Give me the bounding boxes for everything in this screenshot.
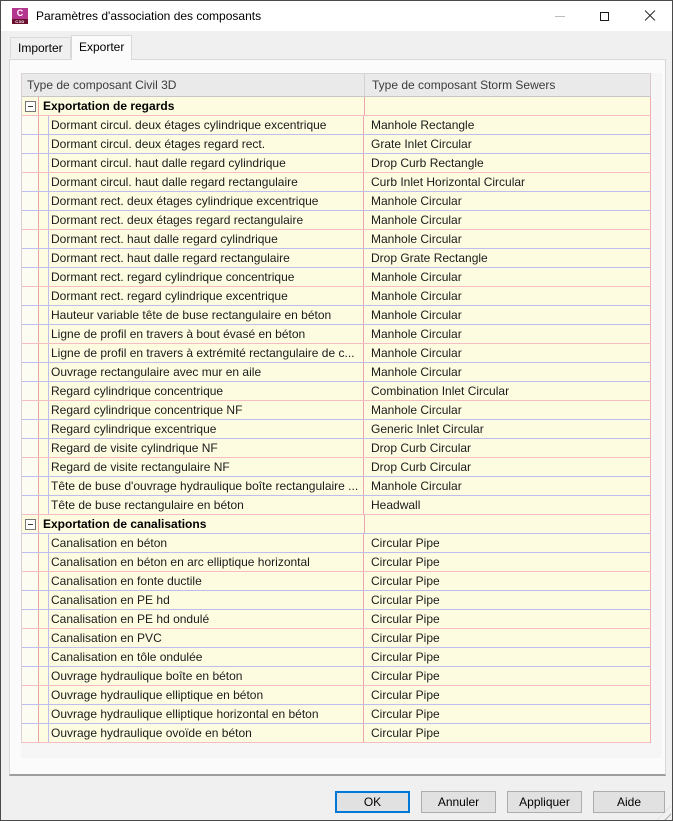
row-indent-guide <box>39 268 49 286</box>
row-margin-cell <box>22 154 39 172</box>
civil3d-component-cell: Dormant rect. regard cylindrique excentrique <box>49 287 364 305</box>
mapping-row[interactable] <box>22 135 651 154</box>
row-margin-cell <box>22 211 39 229</box>
stormsewers-component-cell[interactable]: Manhole Circular <box>371 403 462 417</box>
row-indent-guide <box>39 610 49 628</box>
civil3d-component-cell: Ouvrage hydraulique boîte en béton <box>49 667 364 685</box>
app-icon-letter: C <box>12 8 28 19</box>
stormsewers-component-cell[interactable]: Manhole Circular <box>371 270 462 284</box>
stormsewers-component-cell[interactable]: Manhole Circular <box>371 213 462 227</box>
mapping-row[interactable] <box>22 686 651 705</box>
row-indent-guide <box>39 496 49 514</box>
grid-body <box>22 97 651 743</box>
mapping-row[interactable] <box>22 705 651 724</box>
mapping-row[interactable] <box>22 648 651 667</box>
civil3d-component-cell: Canalisation en béton en arc elliptique horizontal <box>49 553 364 571</box>
mapping-row[interactable] <box>22 572 651 591</box>
stormsewers-component-cell[interactable]: Circular Pipe <box>371 669 440 683</box>
row-indent-guide <box>39 553 49 571</box>
civil3d-component-cell: Dormant rect. regard cylindrique concentrique <box>49 268 364 286</box>
civil3d-component-cell: Dormant circul. haut dalle regard rectangulaire <box>49 173 364 191</box>
row-indent-guide <box>39 667 49 685</box>
civil3d-component-cell: Canalisation en PVC <box>49 629 364 647</box>
row-margin-cell <box>22 477 39 495</box>
row-indent-guide <box>39 572 49 590</box>
row-indent-guide <box>39 458 49 476</box>
civil3d-component-cell: Regard cylindrique concentrique NF <box>49 401 364 419</box>
row-margin-cell <box>22 648 39 666</box>
close-icon <box>644 10 656 22</box>
row-indent-guide <box>39 534 49 552</box>
grid-header-row <box>22 74 651 97</box>
mapping-row[interactable] <box>22 268 651 287</box>
civil3d-component-cell: Regard cylindrique excentrique <box>49 420 364 438</box>
civil3d-component-cell: Ouvrage hydraulique elliptique en béton <box>49 686 364 704</box>
mapping-row[interactable] <box>22 325 651 344</box>
row-margin-cell <box>22 572 39 590</box>
stormsewers-component-cell[interactable]: Manhole Rectangle <box>371 118 475 132</box>
tab-page-exporter <box>9 59 666 776</box>
stormsewers-component-cell[interactable]: Combination Inlet Circular <box>371 384 510 398</box>
mapping-row[interactable] <box>22 439 651 458</box>
row-indent-guide <box>39 401 49 419</box>
row-margin-cell <box>22 439 39 457</box>
mapping-row[interactable] <box>22 211 651 230</box>
mapping-row[interactable] <box>22 344 651 363</box>
group-row-right-cell <box>365 97 650 115</box>
stormsewers-component-cell[interactable]: Manhole Circular <box>371 289 462 303</box>
stormsewers-component-cell[interactable]: Circular Pipe <box>371 650 440 664</box>
mapping-row[interactable] <box>22 287 651 306</box>
mapping-row[interactable] <box>22 553 651 572</box>
row-margin-cell <box>22 363 39 381</box>
window-title: Paramètres d'association des composants <box>36 9 262 23</box>
row-margin-cell <box>22 382 39 400</box>
group-expand-cell <box>22 97 39 115</box>
minimize-button[interactable] <box>537 1 582 31</box>
row-margin-cell <box>22 116 39 134</box>
mapping-row[interactable] <box>22 249 651 268</box>
stormsewers-component-cell[interactable]: Manhole Circular <box>371 308 462 322</box>
mapping-row[interactable] <box>22 534 651 553</box>
stormsewers-component-cell[interactable]: Circular Pipe <box>371 593 440 607</box>
row-margin-cell <box>22 268 39 286</box>
dialog-footer <box>1 776 672 821</box>
mapping-grid-panel <box>21 73 662 758</box>
tab-importer[interactable]: Importer <box>10 37 71 58</box>
app-icon-sub: C3D <box>12 19 28 24</box>
civil3d-component-cell: Canalisation en fonte ductile <box>49 572 364 590</box>
row-indent-guide <box>39 420 49 438</box>
row-margin-cell <box>22 325 39 343</box>
stormsewers-component-cell[interactable]: Drop Curb Circular <box>371 460 472 474</box>
row-indent-guide <box>39 249 49 267</box>
civil3d-component-cell: Tête de buse d'ouvrage hydraulique boîte rectangulaire ... <box>49 477 364 495</box>
row-indent-guide <box>39 306 49 324</box>
stormsewers-component-cell[interactable]: Manhole Circular <box>371 479 462 493</box>
mapping-row[interactable] <box>22 116 651 135</box>
row-indent-guide <box>39 648 49 666</box>
row-margin-cell <box>22 230 39 248</box>
stormsewers-component-cell[interactable]: Drop Grate Rectangle <box>371 251 488 265</box>
collapse-minus-icon[interactable] <box>25 519 36 530</box>
mapping-row[interactable] <box>22 173 651 192</box>
civil3d-component-cell: Ligne de profil en travers à extrémité rectangulaire de c... <box>49 344 364 362</box>
row-margin-cell <box>22 724 39 742</box>
group-label: Exportation de regards <box>39 97 365 115</box>
stormsewers-component-cell[interactable]: Circular Pipe <box>371 536 440 550</box>
row-margin-cell <box>22 135 39 153</box>
aide-button[interactable]: Aide <box>593 791 665 813</box>
row-indent-guide <box>39 724 49 742</box>
stormsewers-component-cell[interactable]: Circular Pipe <box>371 631 440 645</box>
row-indent-guide <box>39 325 49 343</box>
civil3d-component-cell: Canalisation en PE hd ondulé <box>49 610 364 628</box>
appliquer-button[interactable]: Appliquer <box>507 791 582 813</box>
mapping-row[interactable] <box>22 724 651 743</box>
stormsewers-component-cell[interactable]: Manhole Circular <box>371 232 462 246</box>
stormsewers-component-cell[interactable]: Circular Pipe <box>371 612 440 626</box>
mapping-row[interactable] <box>22 382 651 401</box>
civil3d-component-cell: Ouvrage hydraulique elliptique horizontal en béton <box>49 705 364 723</box>
group-row[interactable] <box>22 515 651 534</box>
mapping-row[interactable] <box>22 401 651 420</box>
row-indent-guide <box>39 135 49 153</box>
civil3d-component-cell: Ligne de profil en travers à bout évasé en béton <box>49 325 364 343</box>
tab-exporter[interactable]: Exporter <box>71 35 132 60</box>
civil3d-component-cell: Regard cylindrique concentrique <box>49 382 364 400</box>
row-margin-cell <box>22 306 39 324</box>
row-margin-cell <box>22 496 39 514</box>
row-indent-guide <box>39 173 49 191</box>
row-margin-cell <box>22 287 39 305</box>
row-margin-cell <box>22 534 39 552</box>
civil3d-component-cell: Dormant rect. haut dalle regard cylindrique <box>49 230 364 248</box>
row-margin-cell <box>22 553 39 571</box>
maximize-icon <box>600 12 609 21</box>
row-margin-cell <box>22 192 39 210</box>
row-margin-cell <box>22 591 39 609</box>
close-button[interactable] <box>627 1 672 31</box>
mapping-row[interactable] <box>22 591 651 610</box>
row-indent-guide <box>39 192 49 210</box>
row-margin-cell <box>22 458 39 476</box>
row-indent-guide <box>39 477 49 495</box>
collapse-minus-icon[interactable] <box>25 101 36 112</box>
civil3d-component-cell: Canalisation en PE hd <box>49 591 364 609</box>
row-margin-cell <box>22 686 39 704</box>
title-bar[interactable] <box>1 1 672 31</box>
row-margin-cell <box>22 610 39 628</box>
row-margin-cell <box>22 173 39 191</box>
row-margin-cell <box>22 705 39 723</box>
stormsewers-component-cell[interactable]: Circular Pipe <box>371 555 440 569</box>
civil3d-component-cell: Dormant rect. haut dalle regard rectangulaire <box>49 249 364 267</box>
row-indent-guide <box>39 287 49 305</box>
mapping-row[interactable] <box>22 363 651 382</box>
mapping-row[interactable] <box>22 230 651 249</box>
stormsewers-component-cell[interactable]: Headwall <box>371 498 421 512</box>
row-margin-cell <box>22 249 39 267</box>
row-margin-cell <box>22 401 39 419</box>
tab-strip <box>1 31 672 59</box>
mapping-row[interactable] <box>22 306 651 325</box>
mapping-row[interactable] <box>22 496 651 515</box>
civil3d-component-cell: Ouvrage rectangulaire avec mur en aile <box>49 363 364 381</box>
row-indent-guide <box>39 211 49 229</box>
civil3d-component-cell: Tête de buse rectangulaire en béton <box>49 496 364 514</box>
stormsewers-component-cell[interactable]: Circular Pipe <box>371 688 440 702</box>
row-indent-guide <box>39 629 49 647</box>
column-header-stormsewers[interactable]: Type de composant Storm Sewers <box>372 78 556 92</box>
civil3d-component-cell: Ouvrage hydraulique ovoïde en béton <box>49 724 364 742</box>
stormsewers-component-cell[interactable]: Drop Curb Rectangle <box>371 156 484 170</box>
row-indent-guide <box>39 344 49 362</box>
civil3d-component-cell: Dormant circul. haut dalle regard cylindrique <box>49 154 364 172</box>
mapping-row[interactable] <box>22 629 651 648</box>
stormsewers-component-cell[interactable]: Manhole Circular <box>371 194 462 208</box>
civil3d-component-cell: Canalisation en béton <box>49 534 364 552</box>
column-header-civil3d[interactable]: Type de composant Civil 3D <box>22 74 365 96</box>
row-indent-guide <box>39 230 49 248</box>
mapping-row[interactable] <box>22 192 651 211</box>
stormsewers-component-cell[interactable]: Curb Inlet Horizontal Circular <box>371 175 526 189</box>
stormsewers-component-cell[interactable]: Circular Pipe <box>371 726 440 740</box>
ok-button[interactable]: OK <box>335 791 410 813</box>
mapping-row[interactable] <box>22 667 651 686</box>
row-margin-cell <box>22 667 39 685</box>
group-expand-cell <box>22 515 39 533</box>
group-row-right-cell <box>365 515 650 533</box>
group-label: Exportation de canalisations <box>39 515 365 533</box>
civil3d-component-cell: Dormant circul. deux étages regard rect. <box>49 135 364 153</box>
stormsewers-component-cell[interactable]: Circular Pipe <box>371 574 440 588</box>
row-indent-guide <box>39 439 49 457</box>
mapping-row[interactable] <box>22 458 651 477</box>
stormsewers-component-cell[interactable]: Manhole Circular <box>371 365 462 379</box>
row-indent-guide <box>39 363 49 381</box>
mapping-row[interactable] <box>22 420 651 439</box>
civil3d-component-cell: Dormant rect. deux étages cylindrique excentrique <box>49 192 364 210</box>
row-indent-guide <box>39 686 49 704</box>
annuler-button[interactable]: Annuler <box>421 791 496 813</box>
civil3d-component-cell: Dormant rect. deux étages regard rectangulaire <box>49 211 364 229</box>
component-mapping-grid <box>21 73 651 743</box>
stormsewers-component-cell[interactable]: Manhole Circular <box>371 346 462 360</box>
stormsewers-component-cell[interactable]: Grate Inlet Circular <box>371 137 472 151</box>
row-indent-guide <box>39 154 49 172</box>
row-indent-guide <box>39 591 49 609</box>
row-indent-guide <box>39 705 49 723</box>
row-indent-guide <box>39 116 49 134</box>
civil3d-component-cell: Regard de visite rectangulaire NF <box>49 458 364 476</box>
row-margin-cell <box>22 629 39 647</box>
maximize-button[interactable] <box>582 1 627 31</box>
stormsewers-component-cell[interactable]: Circular Pipe <box>371 707 440 721</box>
civil3d-component-cell: Dormant circul. deux étages cylindrique excentrique <box>49 116 364 134</box>
row-margin-cell <box>22 344 39 362</box>
mapping-row[interactable] <box>22 154 651 173</box>
minimize-icon <box>555 16 565 17</box>
row-indent-guide <box>39 382 49 400</box>
stormsewers-component-cell[interactable]: Generic Inlet Circular <box>371 422 484 436</box>
civil3d-component-cell: Regard de visite cylindrique NF <box>49 439 364 457</box>
row-margin-cell <box>22 420 39 438</box>
civil3d-component-cell: Canalisation en tôle ondulée <box>49 648 364 666</box>
civil3d-app-icon <box>12 8 28 24</box>
stormsewers-component-cell[interactable]: Manhole Circular <box>371 327 462 341</box>
mapping-row[interactable] <box>22 610 651 629</box>
stormsewers-component-cell[interactable]: Drop Curb Circular <box>371 441 472 455</box>
mapping-row[interactable] <box>22 477 651 496</box>
civil3d-component-cell: Hauteur variable tête de buse rectangulaire en béton <box>49 306 364 324</box>
caption-buttons <box>537 1 672 31</box>
group-row[interactable] <box>22 97 651 116</box>
